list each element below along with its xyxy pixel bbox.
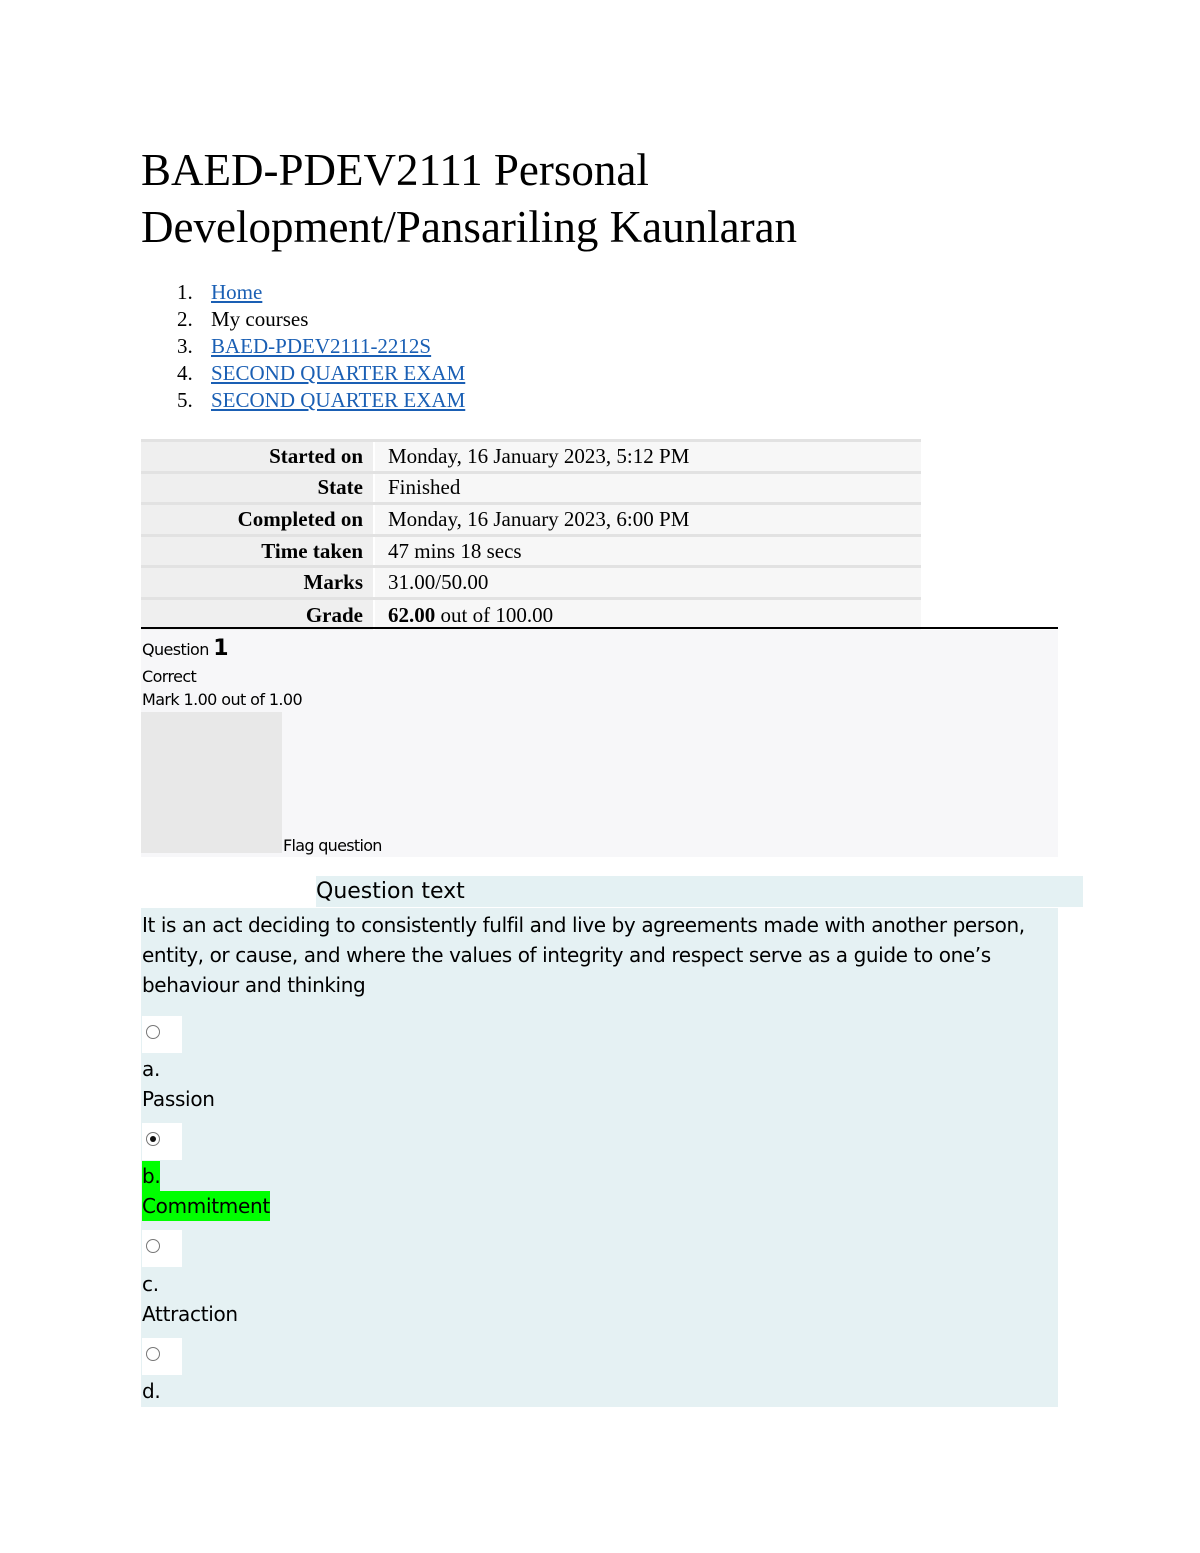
summary-value: Monday, 16 January 2023, 5:12 PM <box>374 441 921 473</box>
question-label: Question <box>142 640 214 659</box>
breadcrumb-item-my-courses <box>141 306 465 333</box>
divider <box>141 627 1058 629</box>
breadcrumb-label-my-courses: My courses <box>211 307 309 331</box>
flag-question-link[interactable]: Flag question <box>283 836 382 855</box>
grade-score: 62.00 <box>388 602 436 627</box>
question-content <box>141 908 1058 1407</box>
summary-label: State <box>141 472 374 504</box>
option-b-text: Commitment <box>142 1191 270 1221</box>
summary-row-grade <box>141 598 921 630</box>
option-d-radio-box[interactable] <box>142 1338 182 1375</box>
question-text: It is an act deciding to consistently fulfil and live by agreements made with another person, entity, or cause, and where the values of integrity and respect serve as a guide to one’s behaviour and thinking <box>142 913 1025 997</box>
option-a-letter: a. <box>142 1057 161 1081</box>
grade-suffix: out of 100.00 <box>435 602 554 627</box>
summary-row-completed <box>141 504 921 536</box>
summary-value: Monday, 16 January 2023, 6:00 PM <box>374 504 921 536</box>
page-title: BAED-PDEV2111 Personal Development/Pansariling Kaunlaran <box>141 145 798 252</box>
breadcrumb-item-exam-section[interactable] <box>141 360 465 387</box>
attempt-summary-table <box>141 439 921 630</box>
option-c-letter: c. <box>142 1272 159 1296</box>
option-a-radio-box[interactable] <box>142 1016 182 1053</box>
question-state: Correct <box>142 667 197 686</box>
option-c-text: Attraction <box>142 1302 238 1326</box>
breadcrumb-item-course[interactable] <box>141 333 465 360</box>
summary-row-state <box>141 472 921 504</box>
radio-icon[interactable] <box>146 1347 160 1361</box>
radio-icon[interactable] <box>146 1239 160 1253</box>
question-mark: Mark 1.00 out of 1.00 <box>142 690 303 709</box>
summary-row-time <box>141 535 921 567</box>
question-info-panel <box>141 630 1058 857</box>
summary-value: 31.00/50.00 <box>374 567 921 599</box>
summary-value: Finished <box>374 472 921 504</box>
breadcrumb-link-course[interactable]: BAED-PDEV2111-2212S <box>211 334 432 358</box>
breadcrumb-item-exam[interactable] <box>141 387 465 414</box>
breadcrumb-number: 3. <box>177 334 193 358</box>
radio-checked-icon[interactable] <box>146 1132 160 1146</box>
option-b-radio-box[interactable] <box>142 1123 182 1160</box>
summary-label: Completed on <box>141 504 374 536</box>
flag-icon[interactable] <box>141 712 282 853</box>
breadcrumb-item-home[interactable] <box>141 279 465 306</box>
summary-label: Started on <box>141 441 374 473</box>
breadcrumb-number: 5. <box>177 388 193 412</box>
summary-value: 47 mins 18 secs <box>374 535 921 567</box>
radio-icon[interactable] <box>146 1025 160 1039</box>
summary-label: Grade <box>141 598 374 630</box>
summary-label: Time taken <box>141 535 374 567</box>
option-d-letter: d. <box>142 1379 161 1403</box>
breadcrumb-number: 1. <box>177 280 193 304</box>
question-number-value: 1 <box>213 636 228 661</box>
summary-row-started <box>141 441 921 473</box>
summary-label: Marks <box>141 567 374 599</box>
summary-row-marks <box>141 567 921 599</box>
summary-value <box>374 598 921 630</box>
breadcrumb-link-exam-section[interactable]: SECOND QUARTER EXAM <box>211 361 466 385</box>
option-b-letter: b. <box>142 1161 160 1191</box>
breadcrumb-number: 4. <box>177 361 193 385</box>
option-c-radio-box[interactable] <box>142 1230 182 1267</box>
breadcrumb <box>141 279 465 414</box>
question-number <box>142 636 228 661</box>
breadcrumb-number: 2. <box>177 307 193 331</box>
option-a-text: Passion <box>142 1087 215 1111</box>
question-text-heading: Question text <box>316 876 1083 907</box>
breadcrumb-link-exam[interactable]: SECOND QUARTER EXAM <box>211 388 466 412</box>
breadcrumb-link-home[interactable]: Home <box>211 280 263 304</box>
